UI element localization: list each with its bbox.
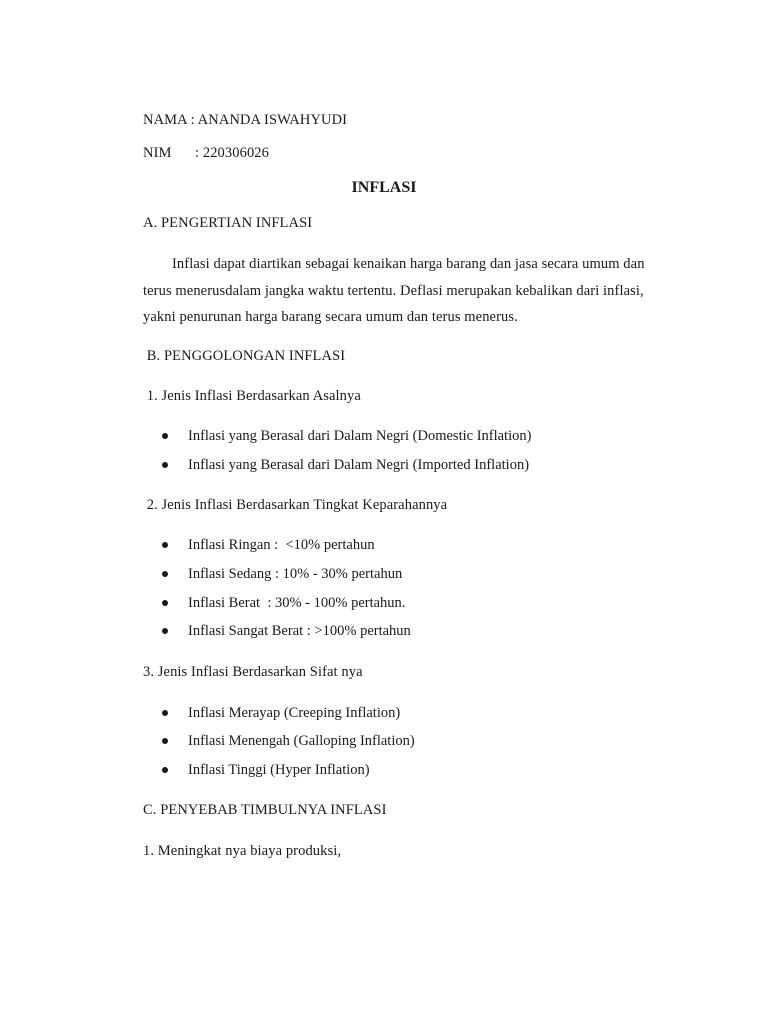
- bullet-icon: [162, 710, 168, 716]
- section-a-paragraph-line: terus menerusdalam jangka waktu tertentu. Deflasi merupakan kebalikan dari inflasi,: [143, 283, 644, 299]
- bullet-icon: [162, 571, 168, 577]
- bullet-icon: [162, 462, 168, 468]
- nim-value: : 220306026: [195, 145, 270, 161]
- student-nim: [143, 144, 270, 162]
- document-title: INFLASI: [351, 179, 417, 196]
- bullet-icon: [162, 767, 168, 773]
- nim-label: NIM: [143, 145, 172, 161]
- student-name: NAMA : ANANDA ISWAHYUDI: [143, 112, 348, 128]
- bullet-icon: [162, 738, 168, 744]
- bullet-icon: [162, 542, 168, 548]
- bullet-icon: [162, 628, 168, 634]
- section-a-paragraph-line: yakni penurunan harga barang secara umum dan terus menerus.: [143, 309, 518, 325]
- section-a-heading: A. PENGERTIAN INFLASI: [143, 215, 313, 231]
- section-b-sub3-heading: 3. Jenis Inflasi Berdasarkan Sifat nya: [143, 664, 363, 680]
- section-a-paragraph-line: Inflasi dapat diartikan sebagai kenaikan harga barang dan jasa secara umum dan: [172, 256, 645, 272]
- section-c-heading: C. PENYEBAB TIMBULNYA INFLASI: [143, 802, 387, 818]
- section-b-sub2-heading: 2. Jenis Inflasi Berdasarkan Tingkat Keparahannya: [143, 497, 448, 513]
- bullet-icon: [162, 433, 168, 439]
- section-b-sub1-heading: 1. Jenis Inflasi Berdasarkan Asalnya: [143, 388, 361, 404]
- bullet-icon: [162, 600, 168, 606]
- document-page: NAMA : ANANDA ISWAHYUDI NIM : 220306026 INFLASI A. PENGERTIAN INFLASI Inflasi dapat diartikan sebagai kenaikan harga barang dan jasa secara umum dan terus menerusdalam jangka waktu tertentu. Deflasi merupakan kebalikan dari inflasi, yakni penurunan harga barang secara umum dan terus menerus. B. PENGGOLONGAN INFLASI 1. Jenis Inflasi Berdasarkan Asalnya Inflasi yang Berasal dari Dalam Negri (Domestic Inflation) Inflasi yang Berasal dari Dalam Negri (Imported Inflation) 2. Jenis Inflasi Berdasarkan Tingkat Keparahannya Inflasi Ringan : <10% pertahun Inflasi Sedang : 10% - 30% pertahun Inflasi Berat : 30% - 100% pertahun. Inflasi Sangat Berat : >100% pertahun 3. Jenis Inflasi Berdasarkan Sifat nya Inflasi Merayap (Creeping Inflation) Inflasi Menengah (Galloping Inflation) Inflasi Tinggi (Hyper Inflation) C. PENYEBAB TIMBULNYA INFLASI 1. Meningkat nya biaya produksi,: [0, 0, 768, 1024]
- section-b-heading: B. PENGGOLONGAN INFLASI: [143, 348, 346, 364]
- section-c-item: 1. Meningkat nya biaya produksi,: [143, 843, 342, 859]
